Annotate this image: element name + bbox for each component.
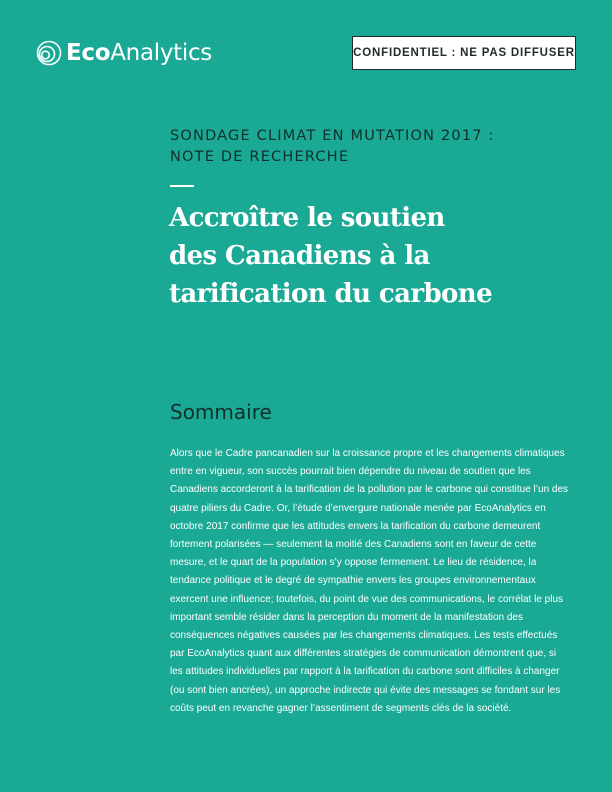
concentric-circles-logo-icon [36,40,62,66]
title-divider [170,185,194,187]
report-title-line-2: des Canadiens à la [169,241,430,271]
report-kicker: SONDAGE CLIMAT EN MUTATION 2017 : NOTE DE RECHERCHE [170,128,495,165]
report-title-line-3: tarification du carbone [169,279,493,309]
report-title [169,199,589,313]
summary-heading: Sommaire [170,400,272,424]
ecoanalytics-logo [36,37,212,69]
summary-paragraph: Alors que le Cadre pancanadien sur la croissance propre et les changements climatiques entre en vigueur, son succès pourrait bien dépendre du niveau de soutien que les Canadiens accorderont à la tarification de la pollution par le carbone qui constitue l’un des quatre piliers du Cadre. Or, l’étude d’envergure nationale menée par EcoAnalytics en octobre 2017 confirme que les attitudes envers la tarification du carbone demeurent fortement polarisées — seulement la moitié des Canadiens sont en faveur de cette mesure, et le quart de la population s’y oppose fermement. Le lieu de résidence, la tendance politique et le degré de sympathie envers les groupes environnementaux exercent une influence; toutefois, du point de vue des communications, le corrélat le plus important semble résider dans la perception du moment de la manifestation des conséquences négatives causées par les changements climatiques. Les tests effectués par EcoAnalytics quant aux différentes stratégies de communication démontrent que, si les attitudes individuelles par rapport à la tarification du carbone sont difficiles à changer (ou sont bien ancrées), un approche indirecte qui évite des messages se fondant sur les coûts peut en revanche gagner l’assentiment de segments clés de la société. [170,448,569,714]
confidential-badge: CONFIDENTIEL : NE PAS DIFFUSER [352,36,576,70]
logo-wordmark-analytics: Analytics [110,39,212,66]
logo-wordmark [66,39,212,66]
report-title-line-1: Accroître le soutien [169,203,445,233]
page-header [0,0,612,100]
logo-wordmark-eco: Eco [66,39,111,66]
